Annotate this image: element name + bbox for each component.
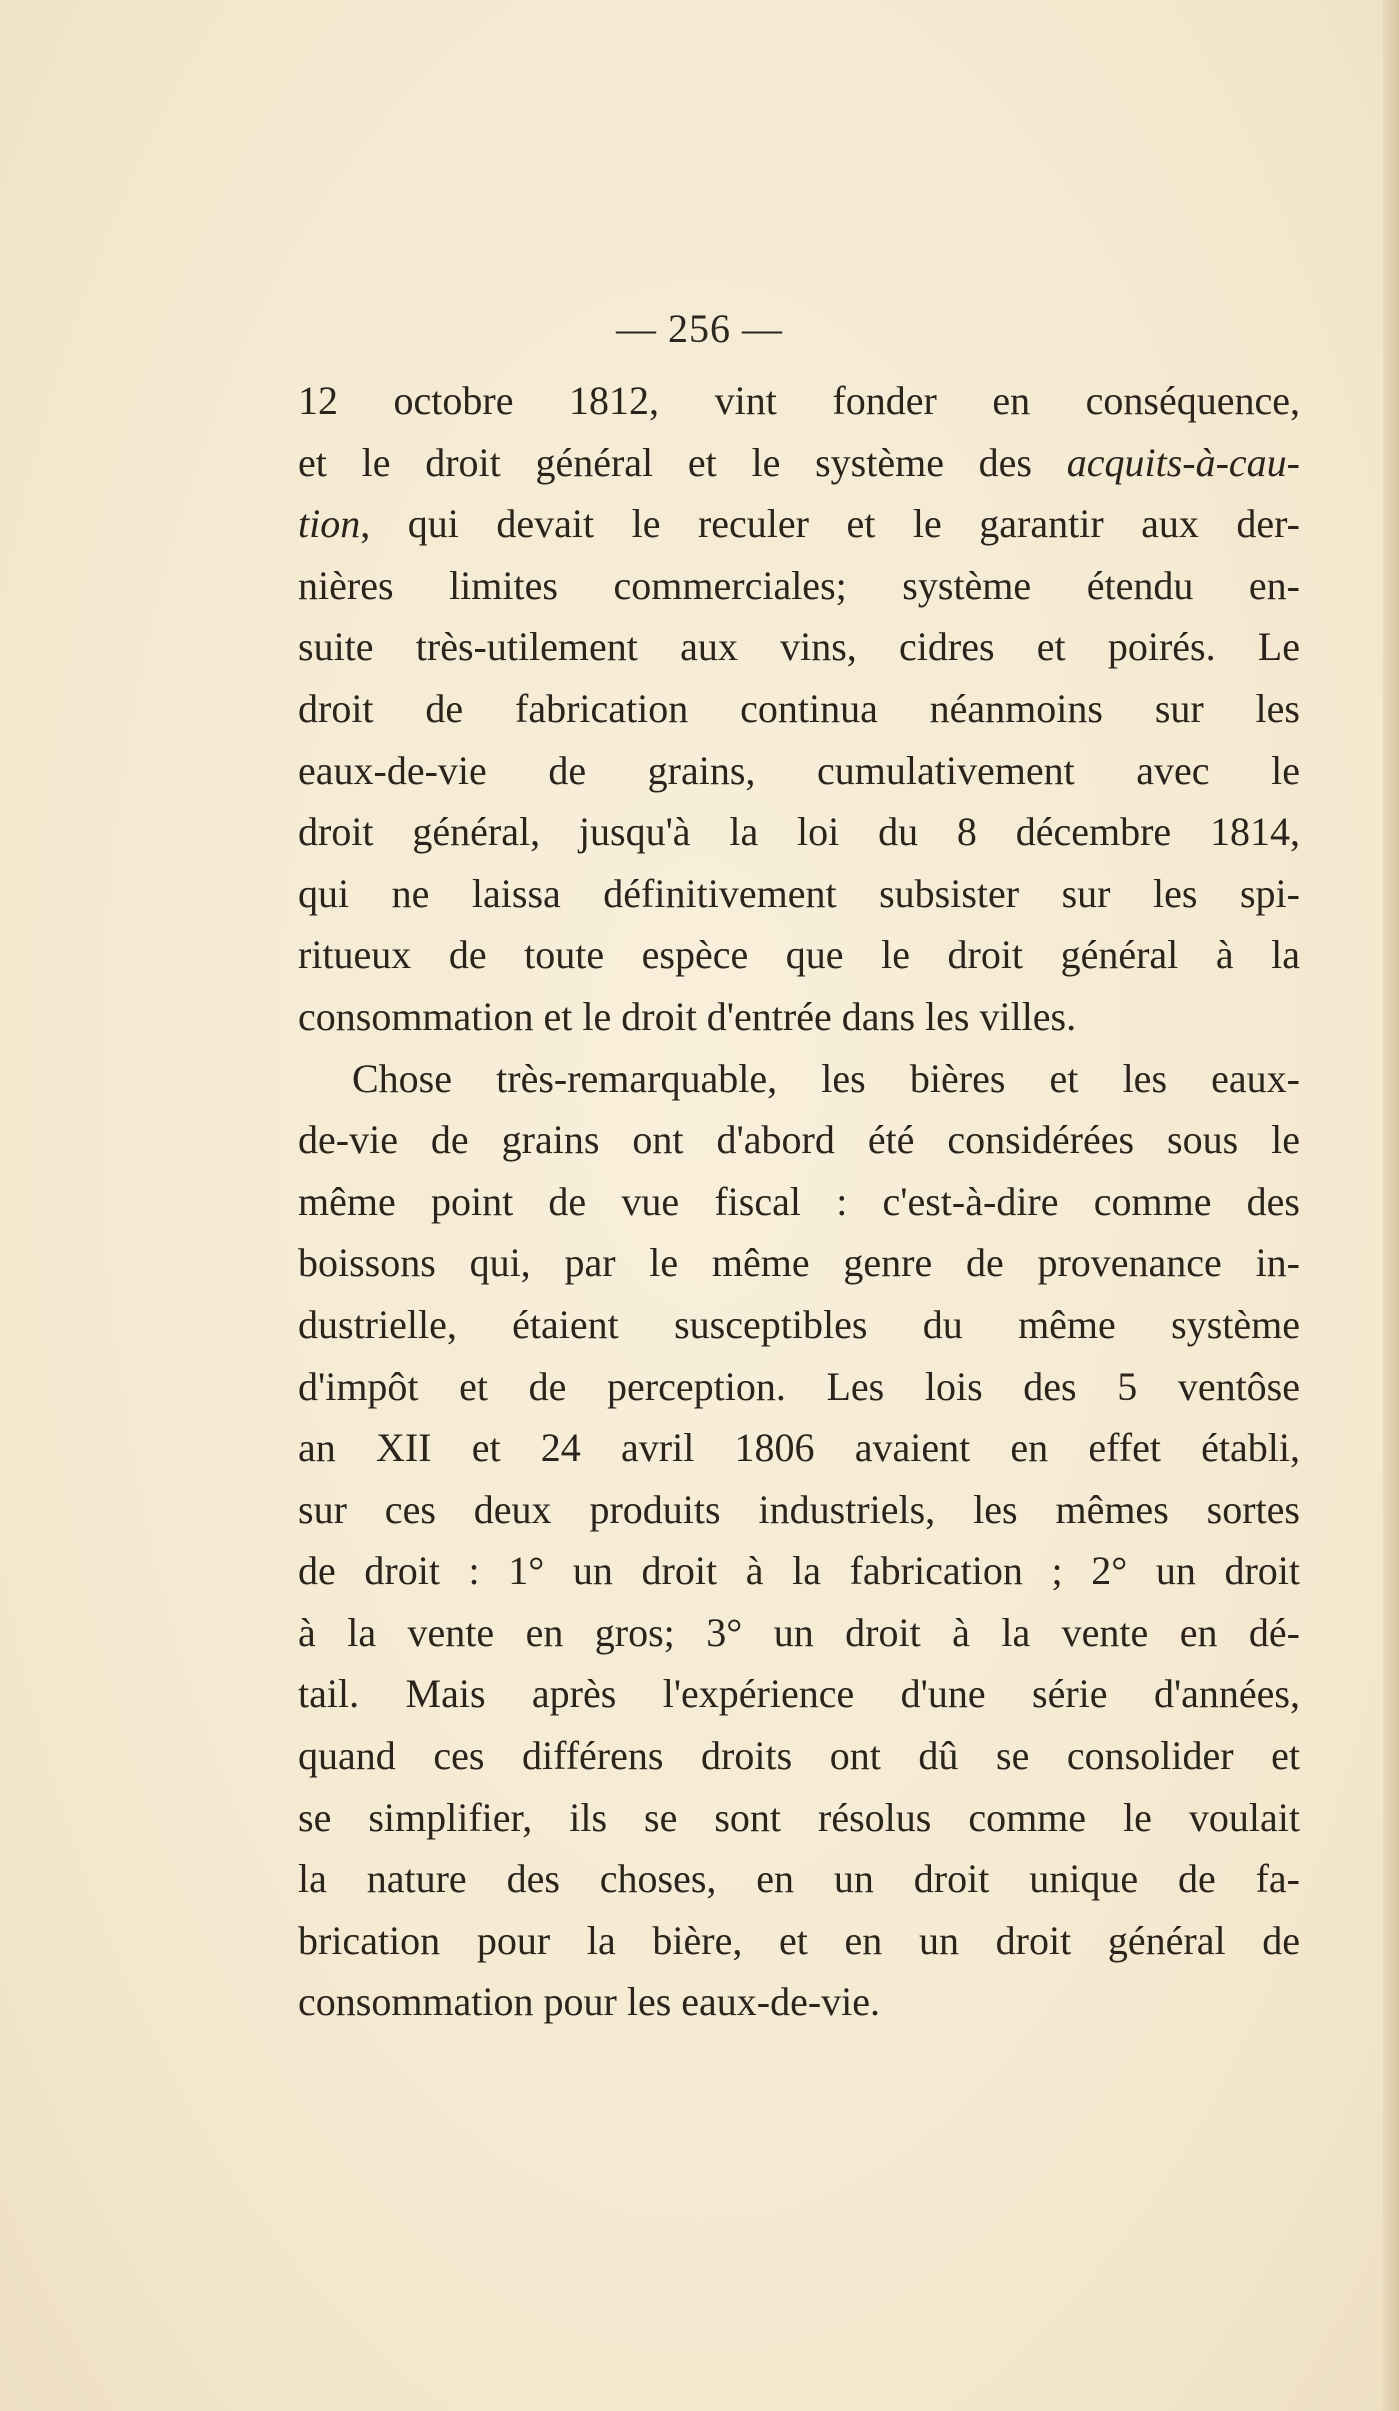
text-line: même point de vue fiscal : c'est-à-dire comme des [298,1178,1300,1224]
text-line: eaux-de-vie de grains, cumulativement avec le [298,747,1300,793]
text-run: et le droit général et le système des [298,439,1067,485]
text-line: nières limites commerciales; système étendu en- [298,562,1300,608]
text-line: droit de fabrication continua néanmoins sur les [298,685,1300,731]
text-line: brication pour la bière, et en un droit général de [298,1917,1300,1963]
text-line: qui ne laissa définitivement subsister sur les spi- [298,870,1300,916]
text-line: quand ces différens droits ont dû se consolider et [298,1733,1300,1779]
text-run: , qui devait le reculer et le garantir aux der- [360,501,1300,547]
text-line: ritueux de toute espèce que le droit général à la [298,932,1300,978]
paragraph-last-line: consommation et le droit d'entrée dans les villes. [298,993,1077,1039]
text-line [298,493,1300,555]
italic-term: tion [298,501,361,547]
text-line: 12 octobre 1812, vint fonder en conséquence, [298,378,1300,423]
text-line: à la vente en gros; 3° un droit à la vente en dé- [298,1609,1300,1655]
text-line: la nature des choses, en un droit unique de fa- [298,1856,1300,1902]
text-line: suite très-utilement aux vins, cidres et poirés. Le [298,624,1300,670]
page-number: — 256 — [616,306,783,351]
text-line: droit général, jusqu'à la loi du 8 décembre 1814, [298,809,1300,855]
page-edge [1383,0,1399,2411]
text-line: an XII et 24 avril 1806 avaient en effet établi, [298,1425,1300,1471]
text-line: d'impôt et de perception. Les lois des 5 ventôse [298,1363,1300,1409]
text-line: de-vie de grains ont d'abord été considérées sous le [298,1117,1300,1163]
paragraph-first-line: Chose très-remarquable, les bières et les eaux- [352,1055,1300,1101]
paragraph-last-line: consommation pour les eaux-de-vie. [298,1979,881,2025]
text-line: se simplifier, ils se sont résolus comme le voulait [298,1794,1300,1840]
text-line [298,432,1300,494]
text-line: de droit : 1° un droit à la fabrication ; 2° un droit [298,1548,1300,1594]
text-line: boissons qui, par le même genre de provenance in- [298,1240,1300,1286]
body-text [298,370,1300,2033]
text-line: dustrielle, étaient susceptibles du même système [298,1301,1300,1347]
text-line: sur ces deux produits industriels, les mêmes sortes [298,1486,1300,1532]
italic-term: acquits-à-cau- [1066,439,1300,485]
text-line: tail. Mais après l'expérience d'une série d'années, [298,1671,1300,1717]
